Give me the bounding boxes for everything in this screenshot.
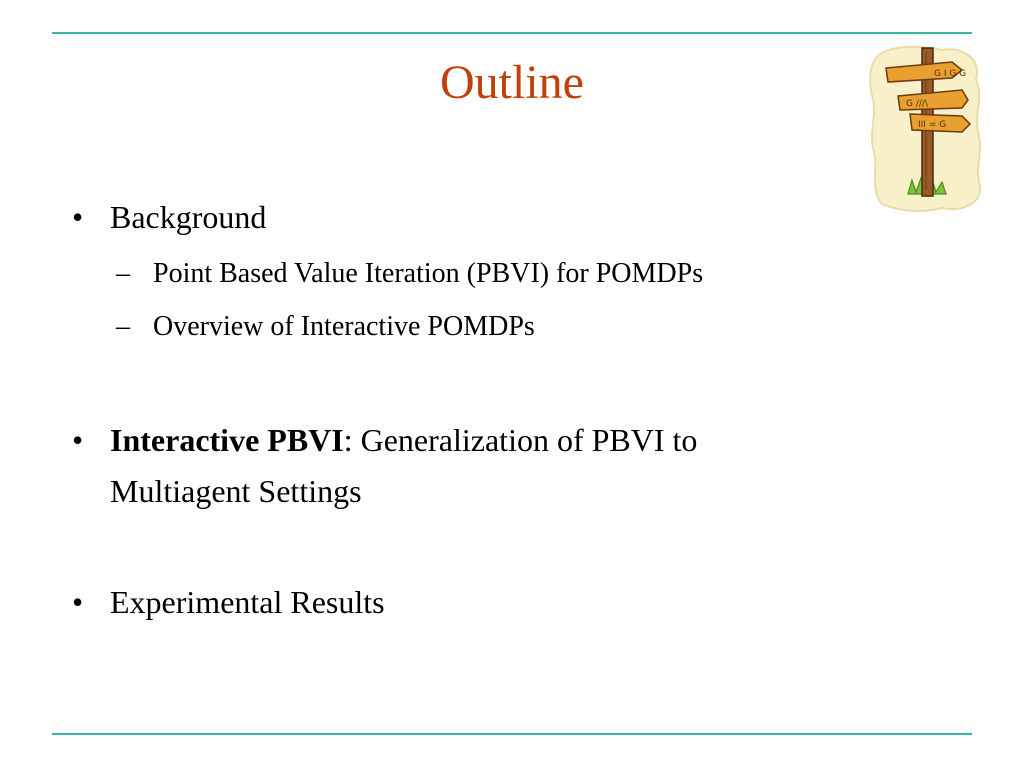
bullet-bold-text: Interactive PBVI (110, 422, 344, 458)
svg-text:G ///\: G ///\ (906, 99, 928, 109)
bullet-text: Background (110, 199, 267, 235)
sub-glyph: – (116, 258, 130, 289)
bullet-glyph: • (72, 199, 84, 235)
subitem-text: Overview of Interactive POMDPs (153, 311, 535, 342)
bullet-glyph: • (72, 422, 84, 458)
svg-text:G I G G: G I G G (934, 69, 967, 79)
bullet-glyph: • (72, 584, 84, 620)
sub-glyph: – (116, 311, 130, 342)
bottom-rule (52, 733, 972, 735)
top-rule (52, 32, 972, 34)
bullet-text (110, 421, 697, 459)
slide-title: Outline (440, 56, 584, 109)
bullet-text: Experimental Results (110, 584, 385, 620)
signpost-icon (866, 40, 988, 216)
bullet-text-line2: Multiagent Settings (110, 473, 362, 509)
subitem-text: Point Based Value Iteration (PBVI) for POMDPs (153, 258, 704, 289)
bullet-text-rest: : Generalization of PBVI to (343, 422, 698, 458)
signpost-clipart (866, 40, 988, 216)
svg-text:III = G: III = G (918, 120, 947, 130)
